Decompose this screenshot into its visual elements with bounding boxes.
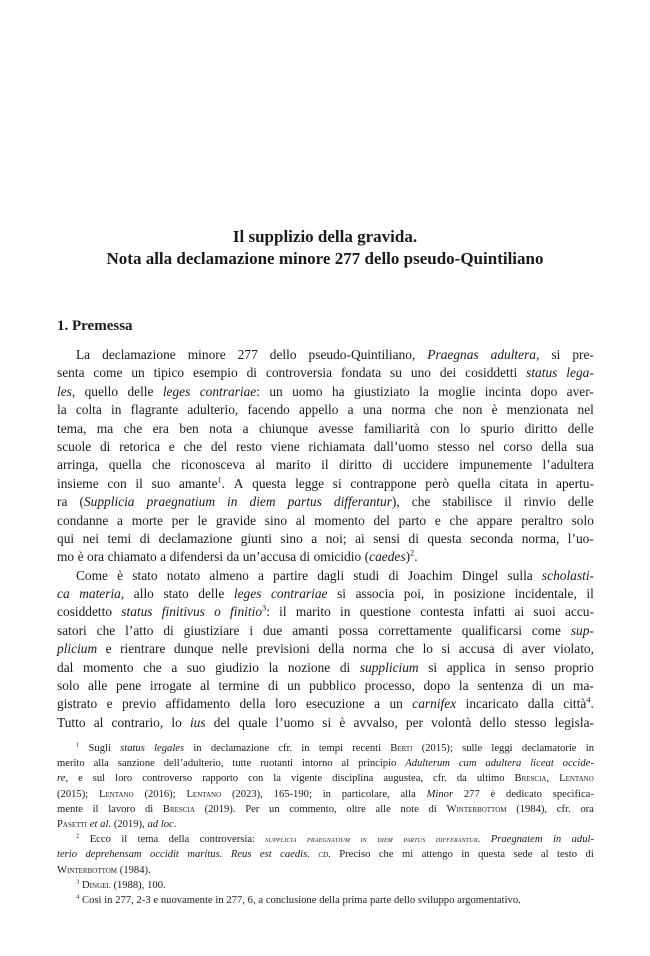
body-line: ca materia, allo stato delle leges contrariae si associa poi, in posizione incidentale, il (57, 586, 594, 602)
body-line: mo è ora chiamato a difendersi da un’accusa di omicidio (caedes)$^2$. (57, 548, 418, 565)
body-line: dal momento che a suo giudizio la nozione di supplicium si applica in senso proprio (57, 659, 594, 675)
article-title (0, 226, 650, 270)
body-line: satori che l’atto di giustiziare i due amanti possa correttamente qualificarsi come sup- (57, 622, 594, 638)
footnote-line: re, e sul loro controverso rapporto con la vigente disciplina augustea, cfr. da ultimo Brescia, Lentano (57, 773, 594, 785)
body-line: la colta in flagrante adulterio, facendo appello a una norma che non è menzionata nel (57, 402, 594, 418)
footnote-line: Pasetti et al. (2019), ad loc. (57, 818, 177, 830)
section-heading: 1. Premessa (57, 318, 133, 334)
body-line: gistrato e previo affidamento della loro esecuzione a un carnifex incaricato dalla città$^4$. (57, 695, 594, 712)
title-line-2: Nota alla declamazione minore 277 dello pseudo-Quintiliano (106, 249, 544, 268)
title-line-1: Il supplizio della gravida. (232, 227, 418, 246)
body-line: tema, ma che era ben nota a chiunque avesse familiarità con lo spurio diritto delle (57, 420, 594, 436)
body-line: Come è stato notato almeno a partire dagli studi di Joachim Dingel sulla scholasti- (76, 567, 594, 583)
footnote-line: $^1$ Sugli status legales in declamazione cfr. in tempi recenti Berti (2015); sulle leggi declamatorie in (76, 741, 594, 754)
body-line: senta come un tipico esempio di controversia fondata su uno dei cosiddetti status lega- (57, 365, 594, 381)
body-line: Tutto al contrario, lo ius del quale l’uomo si è avvalso, per volontà dello stesso legisla- (57, 714, 594, 730)
footnotes (57, 741, 594, 908)
footnote-line: mente il lavoro di Brescia (2019). Per un commento, oltre alle note di Winterbottom (1984), cfr. ora (57, 803, 594, 815)
footnote-line: merito alla sanzione dell’adulterio, tutte ruotanti intorno al principio Adulterum cum adultera liceat occide- (57, 758, 594, 770)
footnote-line: (2015); Lentano (2016); Lentano (2023), 165-190; in particolare, alla Minor 277 è dedicato specifica- (57, 788, 594, 800)
body-line: cosiddetto status finitivus o finitio$^3$: il marito in questione contesta infatti ai suoi accu- (57, 604, 594, 620)
body-line: arringa, quella che riconosceva al marito il diritto di uccidere impunemente l’adultera (57, 457, 594, 473)
body-line: qui nei temi di declamazione giunti sino a noi; ai sensi di questa seconda norma, l’uo- (57, 530, 594, 546)
body-line: plicium e rientrare dunque nelle previsioni della norma che lo si accusa di aver violato, (57, 641, 594, 657)
footnote-line: Winterbottom (1984). (57, 864, 151, 876)
body-line: condanne a morte per le gravide sino al momento del parto e che appare peraltro solo (57, 512, 594, 528)
body-text (57, 346, 594, 732)
body-line: scuole di retorica e che del resto viene richiamata dall’uomo stesso nel corso della sua (57, 438, 594, 454)
body-line: ra (Supplicia praegnatium in diem partus differantur), che stabilisce il rinvio delle (57, 494, 594, 510)
body-line: solo alle pene irrogate al termine di un pubblico processo, dopo la sentenza di un ma- (57, 678, 594, 694)
footnote-line: $^3$ Dingel (1988), 100. (76, 878, 166, 891)
footnote-line: terio deprehensam occidit maritus. Reus est caedis. cd. Preciso che mi attengo in questa sede al testo di (57, 849, 594, 861)
footnote-line: $^4$ Così in 277, 2-3 e nuovamente in 277, 6, a conclusione della prima parte dello sviluppo argomentativo. (76, 893, 521, 906)
body-line: La declamazione minore 277 dello pseudo-Quintiliano, Praegnas adultera, si pre- (76, 347, 594, 362)
body-line: les, quello delle leges contrariae: un uomo ha giustiziato la moglie incinta dopo aver- (57, 383, 594, 399)
footnote-line: $^2$ Ecco il tema della controversia: supplicia praegnatium in diem partus differantur. Praegnatem in adul- (76, 832, 594, 846)
body-line: insieme con il suo amante$^1$. A questa legge si contrappone però quella citata in apertu- (57, 475, 594, 491)
